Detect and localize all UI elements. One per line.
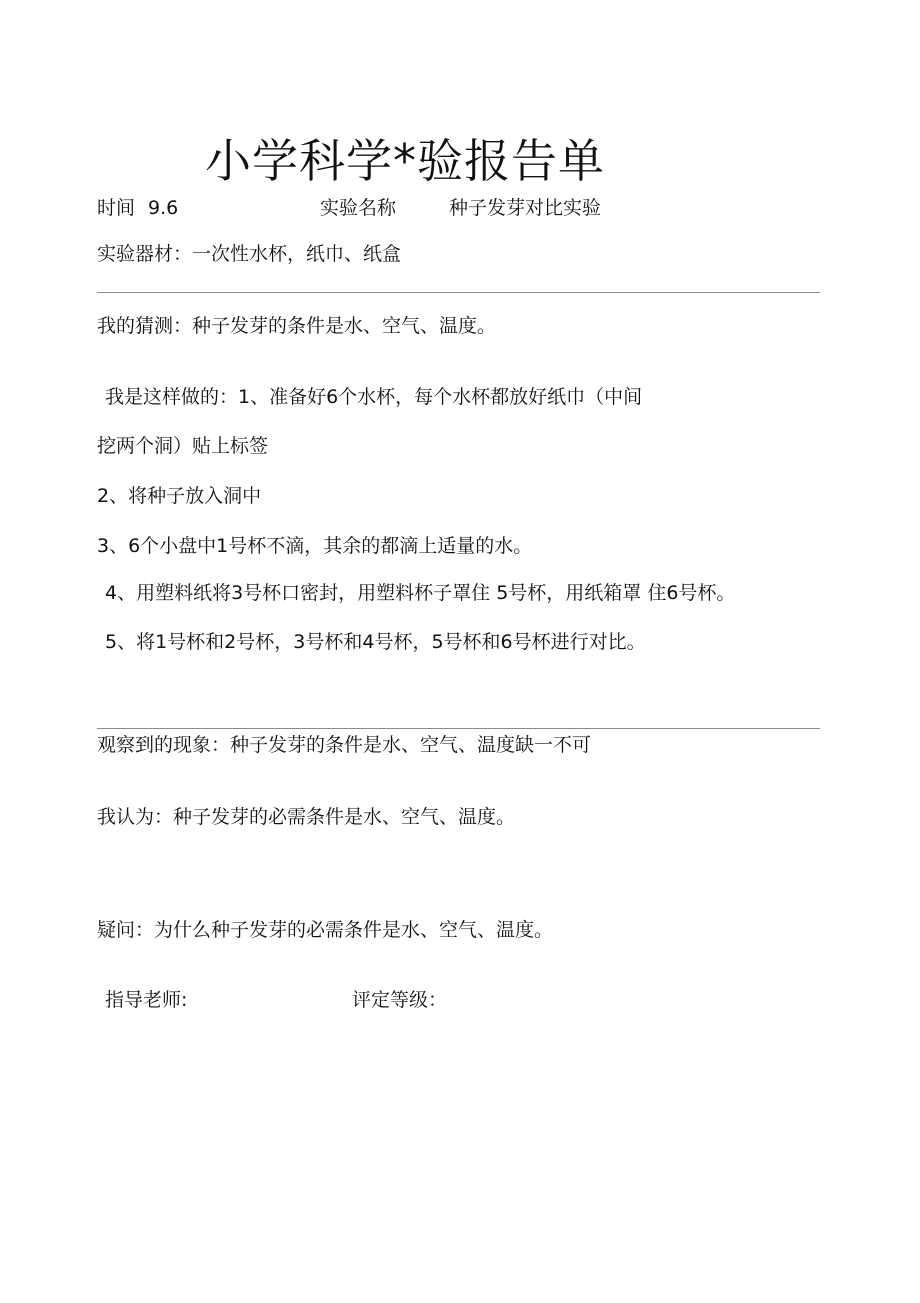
procedure-step1-line2: 挖两个洞）贴上标签 <box>97 435 269 457</box>
report-title: 小学科学*验报告单 <box>205 134 605 188</box>
procedure-step4: 4、用塑料纸将3号杯口密封，用塑料杯子罩住 5号杯，用纸箱罩 住6号杯。 <box>105 582 736 604</box>
grade-label: 评定等级： <box>352 989 448 1011</box>
question-line: 疑问：为什么种子发芽的必需条件是水、空气、温度。 <box>97 919 554 941</box>
procedure-step2: 2、将种子放入洞中 <box>97 485 262 507</box>
experiment-name-label: 实验名称 <box>320 197 397 219</box>
time-label: 时间 <box>97 197 136 219</box>
procedure-step5: 5、将1号杯和2号杯，3号杯和4号杯，5号杯和6号杯进行对比。 <box>105 631 646 653</box>
conclusion-line: 我认为：种子发芽的必需条件是水、空气、温度。 <box>97 806 516 828</box>
time-value: 9.6 <box>148 197 179 219</box>
experiment-name-value: 种子发芽对比实验 <box>449 197 602 219</box>
procedure-step1-line1: 我是这样做的：1、准备好6个水杯，每个水杯都放好纸巾（中间 <box>105 386 643 408</box>
observation-line: 观察到的现象：种子发芽的条件是水、空气、温度缺一不可 <box>97 734 592 756</box>
materials-line: 实验器材：一次性水杯，纸巾、纸盒 <box>97 243 402 265</box>
teacher-label: 指导老师: <box>105 989 188 1011</box>
divider-top <box>97 292 820 293</box>
procedure-step3: 3、6个小盘中1号杯不滴，其余的都滴上适量的水。 <box>97 535 533 557</box>
divider-middle <box>97 728 820 729</box>
hypothesis-line: 我的猜测：种子发芽的条件是水、空气、温度。 <box>97 315 497 337</box>
